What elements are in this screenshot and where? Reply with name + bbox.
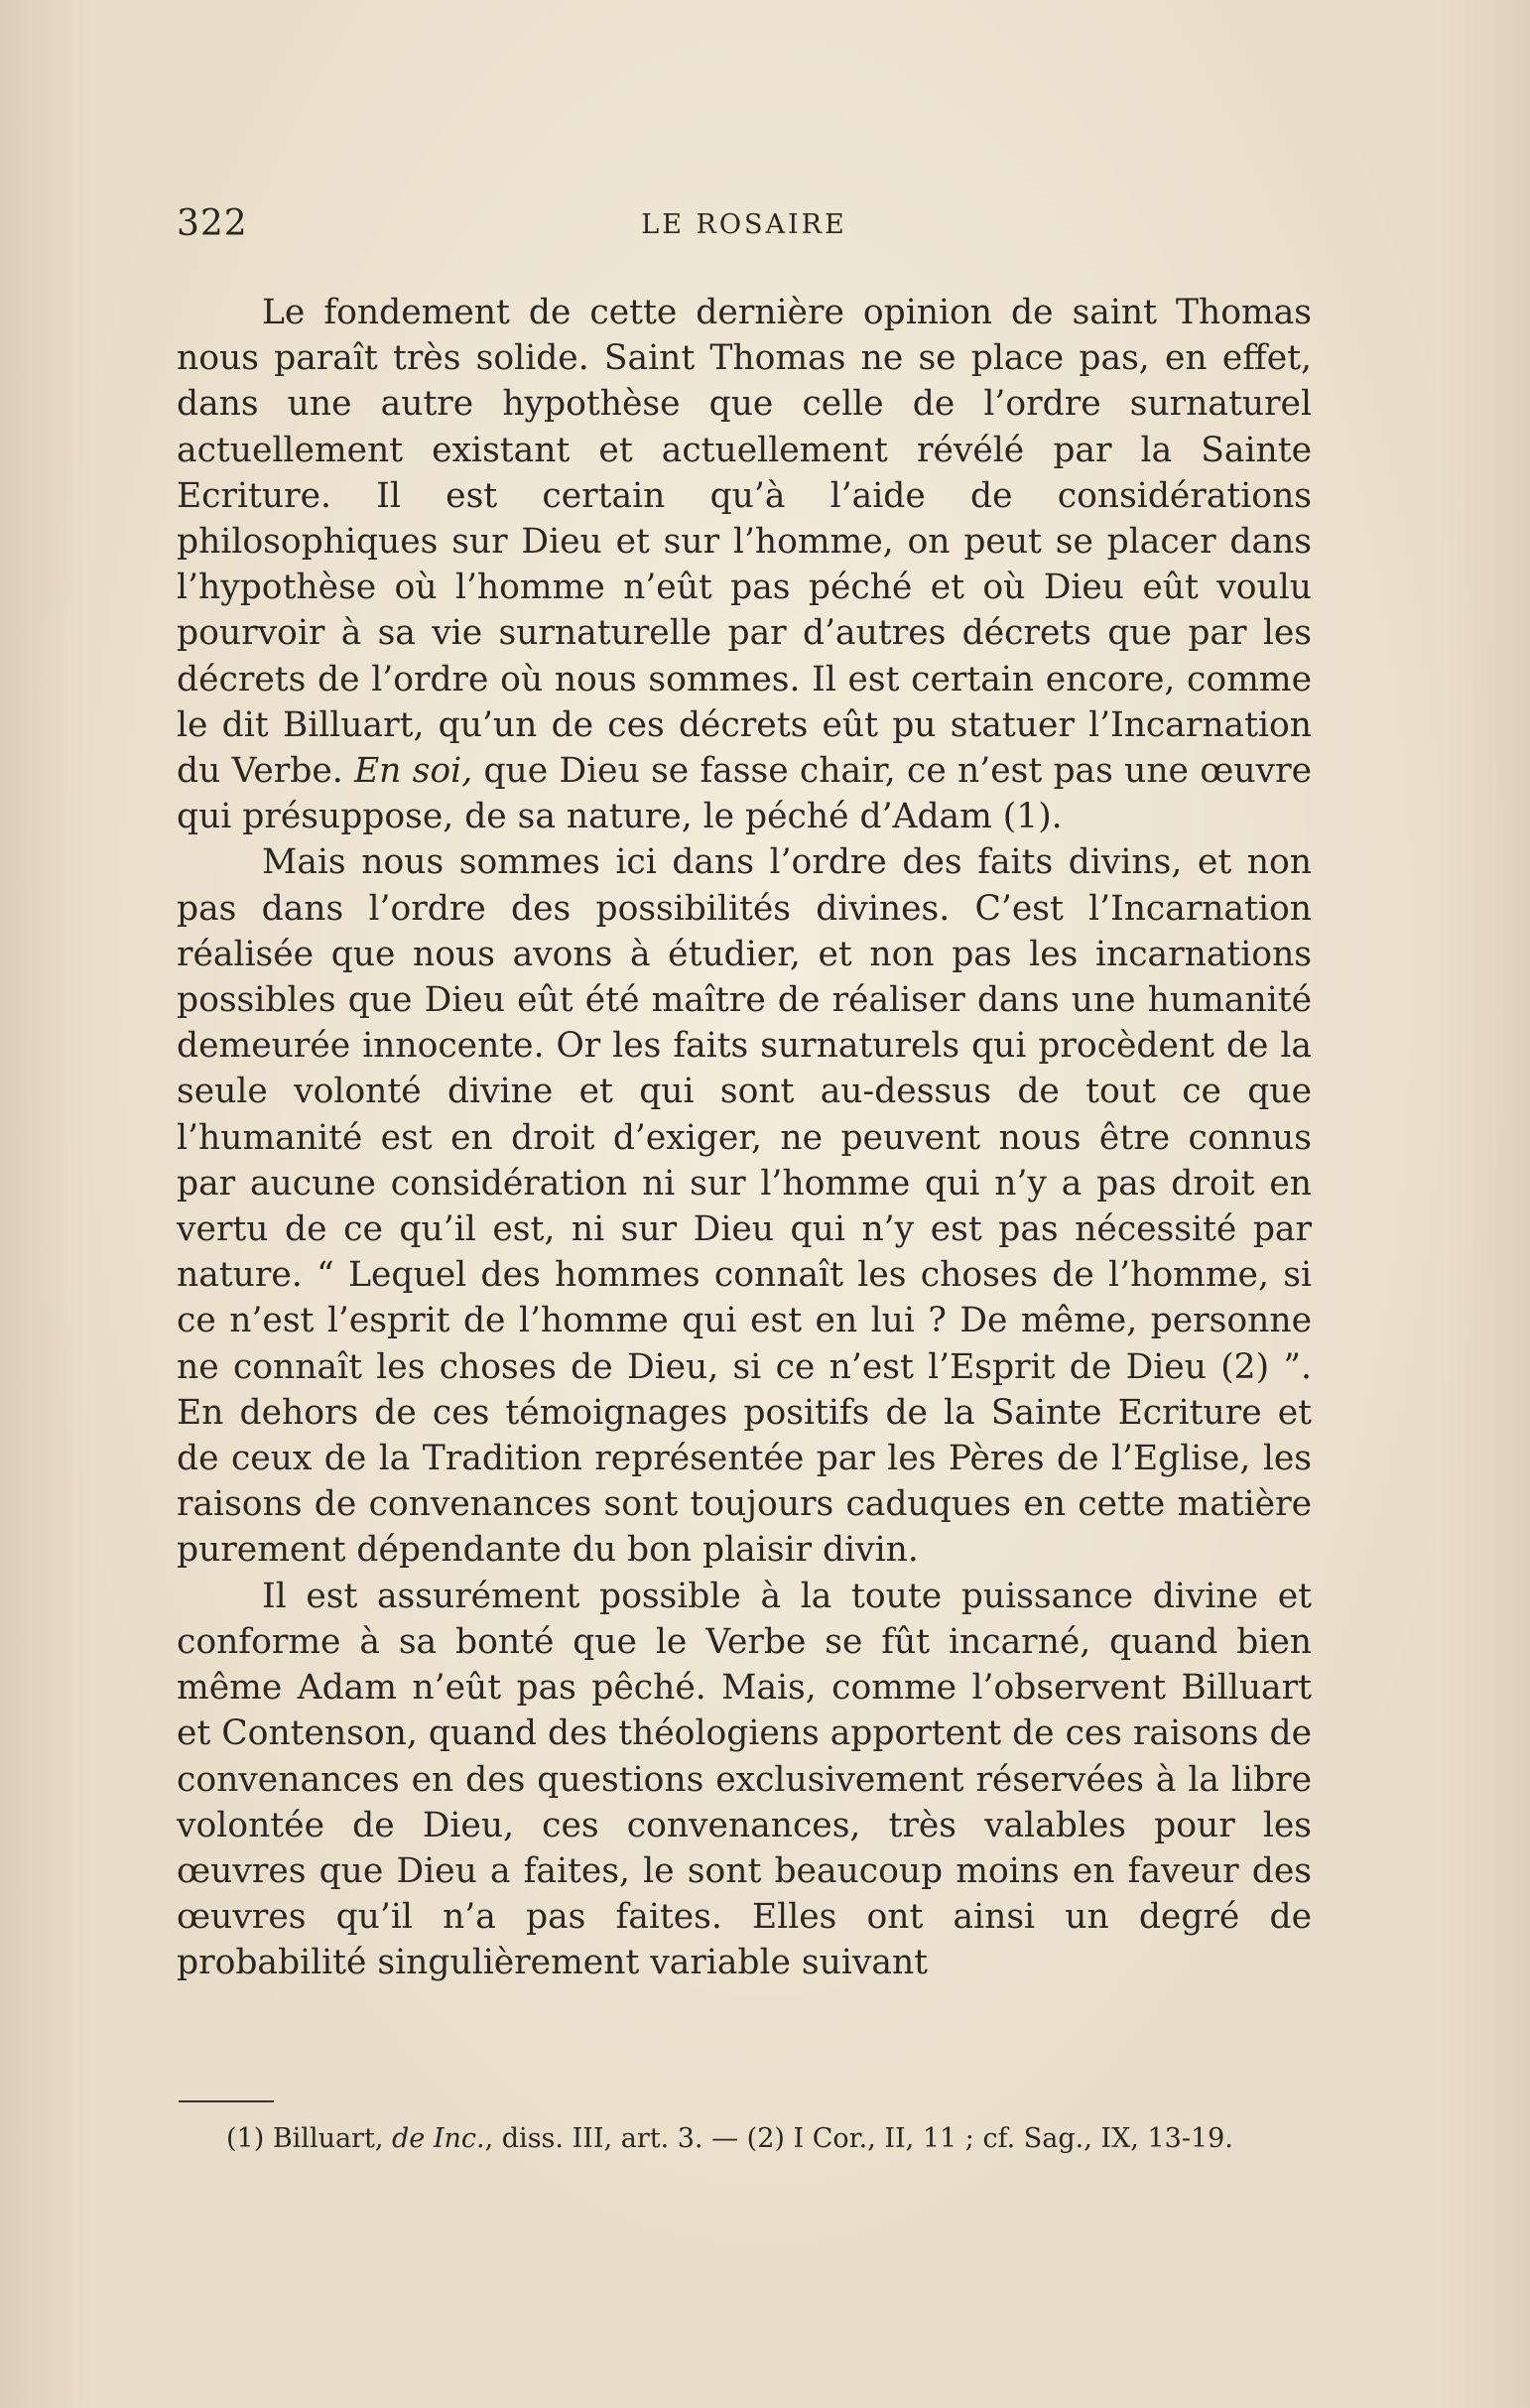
page-number: 322 bbox=[177, 203, 248, 244]
running-title: LE ROSAIRE bbox=[641, 209, 847, 240]
paragraph-1-emphasis: En soi, bbox=[354, 751, 473, 792]
footnote-text-end: , diss. III, art. 3. — (2) I Cor., II, 11 ; cf. Sag., IX, 13-19. bbox=[484, 2123, 1233, 2154]
footnotes bbox=[177, 2121, 1312, 2157]
footnote-text bbox=[177, 2121, 1312, 2157]
running-header bbox=[177, 203, 1312, 253]
paragraph-1-continuation: que Dieu se fasse chair, ce n’est pas une œuvre qui présuppose, de sa nature, le péché d’Adam (1). bbox=[177, 751, 1312, 837]
paragraph-2: Mais nous sommes ici dans l’ordre des faits divins, et non pas dans l’ordre des possibilités divines. C’est l’Incarnation réalisée que nous avons à étudier, et non pas les incarnations possibles que Dieu eût été maître de réaliser dans une humanité demeurée innocente. Or les faits surnaturels qui procèdent de la seule volonté divine et qui sont au-dessus de tout ce que l’humanité est en droit d’exiger, ne peuvent nous être connus par aucune considération ni sur l’homme qui n’y a pas droit en vertu de ce qu’il est, ni sur Dieu qui n’y est pas nécessité par nature. “ Lequel des hommes connaît les choses de l’homme, si ce n’est l’esprit de l’homme qui est en lui ? De même, personne ne connaît les choses de Dieu, si ce n’est l’Esprit de Dieu (2) ”. En dehors de ces témoignages positifs de la Sainte Ecriture et de ceux de la Tradition représentée par les Pères de l’Eglise, les raisons de convenances sont toujours caduques en cette matière purement dépendante du bon plaisir divin. bbox=[177, 842, 1312, 1571]
body-text bbox=[177, 290, 1312, 1986]
footnote-emphasis: de Inc. bbox=[392, 2123, 485, 2154]
footnote-text-start: (1) Billuart, bbox=[226, 2123, 384, 2154]
paragraph-1-text: Le fondement de cette dernière opinion de saint Thomas nous paraît très solide. Saint Thomas ne se place pas, en effet, dans une autre hypothèse que celle de l’ordre surnaturel actuellement existant et actuellement révélé par la Sainte Ecriture. Il est certain qu’à l’aide de considérations philosophiques sur Dieu et sur l’homme, on peut se placer dans l’hypothèse où l’homme n’eût pas péché et où Dieu eût voulu pourvoir à sa vie surnaturelle par d’autres décrets que par les décrets de l’ordre où nous sommes. Il est certain encore, comme le dit Billuart, qu’un de ces décrets eût pu statuer l’Incarnation du Verbe. bbox=[177, 293, 1312, 792]
paragraph-3: Il est assurément possible à la toute puissance divine et conforme à sa bonté que le Verbe se fût incarné, quand bien même Adam n’eût pas pêché. Mais, comme l’observent Billuart et Contenson, quand des théologiens apportent de ces raisons de convenances en des questions exclusivement réservées à la libre volontée de Dieu, ces convenances, très valables pour les œuvres que Dieu a faites, le sont beaucoup moins en faveur des œuvres qu’il n’a pas faites. Elles ont ainsi un degré de probabilité singulièrement variable suivant bbox=[177, 1576, 1312, 1983]
footnote-rule bbox=[179, 2100, 274, 2102]
paragraph-1 bbox=[177, 290, 1312, 839]
